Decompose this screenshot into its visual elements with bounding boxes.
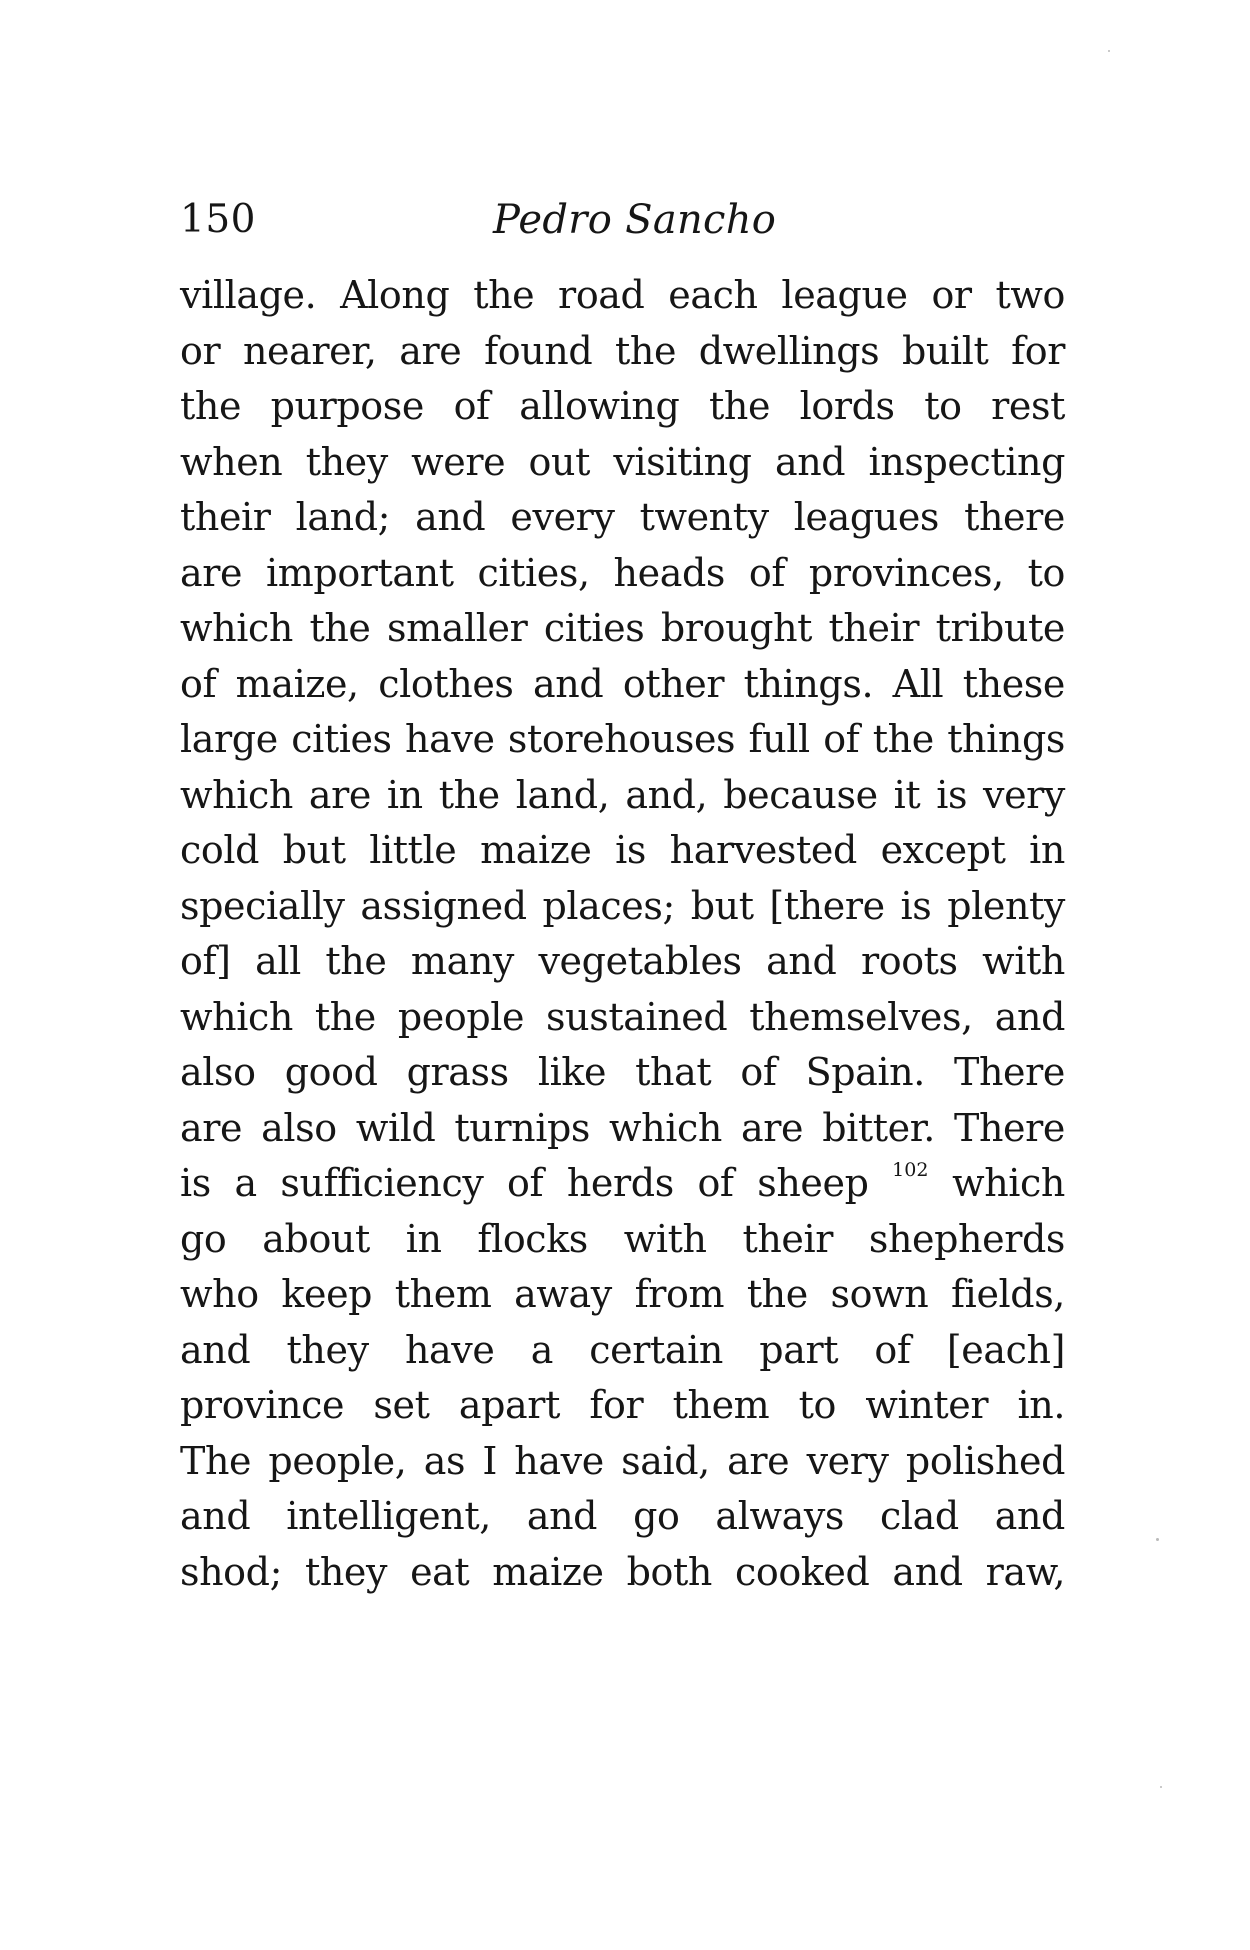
text-line: The people, as I have said, are very polished xyxy=(180,1438,1065,1483)
text-line: of] all the many vegetables and roots with xyxy=(180,939,1065,983)
text-line: province set apart for them to winter in. xyxy=(180,1383,1065,1427)
scan-speck xyxy=(1156,1538,1159,1541)
text-line: or nearer, are found the dwellings built for xyxy=(180,328,1065,373)
text-line-with-footnote xyxy=(180,1156,1065,1212)
text-line: and they have a certain part of [each] xyxy=(180,1327,1065,1372)
running-head: Pedro Sancho xyxy=(493,197,777,243)
text-line: cold but little maize is harvested except in xyxy=(180,828,1065,872)
text-line: which are in the land, and, because it is very xyxy=(180,772,1065,817)
text-line: when they were out visiting and inspecting xyxy=(180,439,1065,484)
line-text-before-note: is a sufficiency of herds of sheep xyxy=(180,1161,869,1205)
text-line: are important cities, heads of provinces, to xyxy=(180,550,1065,595)
text-line: also good grass like that of Spain. There xyxy=(180,1050,1065,1094)
text-line: of maize, clothes and other things. All these xyxy=(180,661,1065,706)
text-line: their land; and every twenty leagues there xyxy=(180,495,1065,539)
body-text xyxy=(180,268,1065,1600)
text-line: who keep them away from the sown fields, xyxy=(180,1272,1065,1316)
text-line: large cities have storehouses full of the things xyxy=(180,717,1065,761)
page-header xyxy=(180,190,1065,250)
scan-speck xyxy=(1108,50,1110,52)
text-line: are also wild turnips which are bitter. There xyxy=(180,1105,1065,1150)
text-line: and intelligent, and go always clad and xyxy=(180,1494,1065,1538)
text-line: shod; they eat maize both cooked and raw, xyxy=(180,1549,1065,1594)
footnote-reference[interactable]: 102 xyxy=(892,1159,929,1181)
text-line: village. Along the road each league or two xyxy=(180,273,1065,317)
text-line: specially assigned places; but [there is plenty xyxy=(180,883,1065,928)
page-number: 150 xyxy=(180,197,256,242)
text-line: which the smaller cities brought their tribute xyxy=(180,606,1065,650)
text-line: the purpose of allowing the lords to rest xyxy=(180,384,1065,428)
line-text-after-note: which xyxy=(952,1161,1066,1205)
text-line: which the people sustained themselves, and xyxy=(180,994,1065,1039)
scan-speck xyxy=(1160,1786,1162,1788)
text-line: go about in flocks with their shepherds xyxy=(180,1216,1065,1261)
